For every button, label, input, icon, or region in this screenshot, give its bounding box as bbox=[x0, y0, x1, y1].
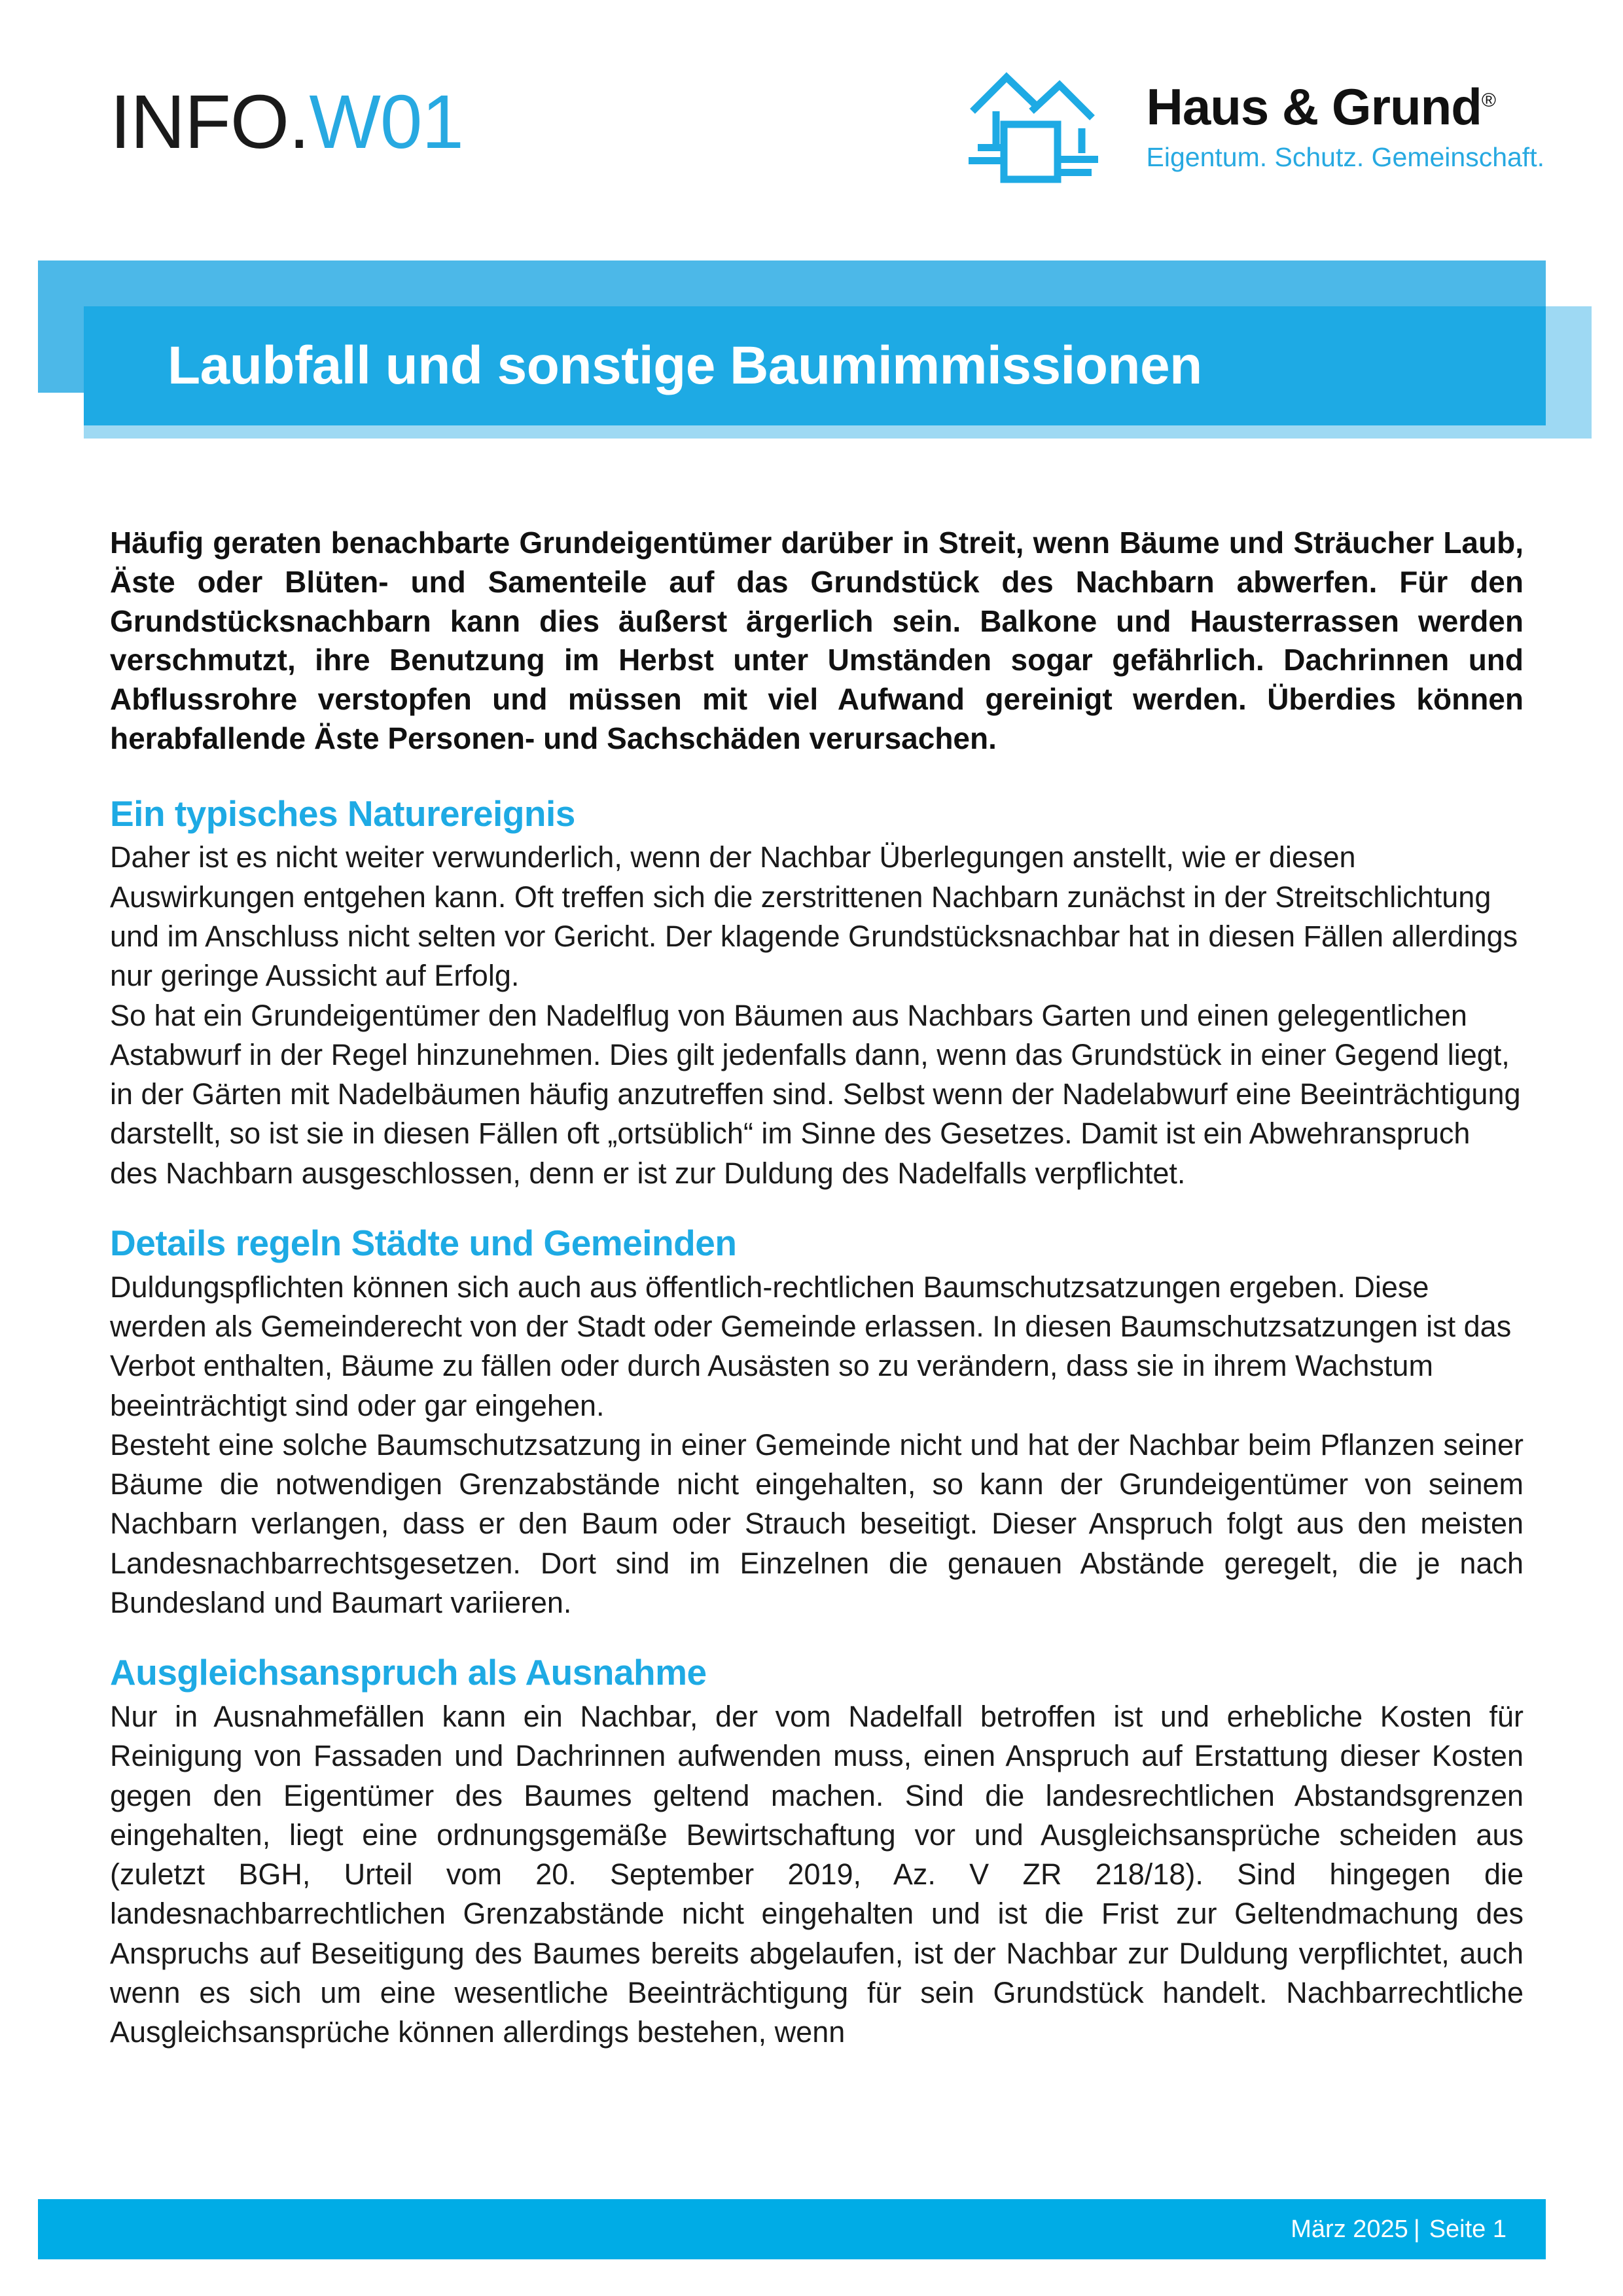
document-code-prefix: INFO. bbox=[110, 79, 310, 164]
section-paragraph: Daher ist es nicht weiter verwunderlich, wenn der Nachbar Überlegungen anstellt, wie er diesen Auswirkungen entgehen kann. Oft treffen sich die zerstrittenen Nachbarn zunächst in der Streitschlichtung und im Anschluss nicht selten vor Gericht. Der klagende Grundstücksnachbar hat in diesen Fällen allerdings nur geringe Aussicht auf Erfolg. bbox=[110, 840, 1518, 993]
footer-separator: | bbox=[1413, 2215, 1420, 2243]
section-paragraph: So hat ein Grundeigentümer den Nadelflug von Bäumen aus Nachbars Garten und einen gelegentlichen Astabwurf in der Regel hinzunehmen. Dies gilt jedenfalls dann, wenn das Grundstück in einer Gegend liegt, in der Gärten mit Nadelbäumen häufig anzutreffen sind. Selbst wenn der Nadelabwurf eine Beeinträchtigung darstellt, so ist sie in diesen Fällen oft „ortsüblich“ im Sinne des Gesetzes. Damit ist ein Abwehranspruch des Nachbarn ausgeschlossen, denn er ist zur Duldung des Nadelfalls verpflichtet. bbox=[110, 998, 1521, 1190]
brand-claim: Eigentum. Schutz. Gemeinschaft. bbox=[1146, 142, 1544, 172]
brand-name bbox=[1146, 78, 1544, 135]
lead-paragraph: Häufig geraten benachbarte Grundeigentümer darüber in Streit, wenn Bäume und Sträucher Laub, Äste oder Blüten- und Samenteile auf das Grundstück des Nachbarn abwerfen. Für den Grundstücksnachbarn kann dies äußerst ärgerlich sein. Balkone und Hausterrassen werden verschmutzt, ihre Benutzung im Herbst unter Umständen sogar gefährlich. Dachrinnen und Abflussrohre verstopfen und müssen mit viel Aufwand gereinigt werden. Überdies können herabfallende Äste Personen- und Sachschäden verursachen. bbox=[110, 526, 1524, 755]
section-ausgleichsanspruch bbox=[110, 1653, 1524, 2052]
brand-logo bbox=[966, 71, 1544, 188]
section-paragraph: Duldungspflichten können sich auch aus öffentlich-rechtlichen Baumschutzsatzungen ergeben. Diese werden als Gemeinderecht von der Stadt oder Gemeinde erlassen. In diesen Baumschutzsatzungen ist das Verbot enthalten, Bäume zu fällen oder durch Ausästen so zu verändern, dass sie in ihrem Wachstum beeinträchtigt sind oder gar eingehen. bbox=[110, 1270, 1512, 1422]
section-staedte-gemeinden bbox=[110, 1223, 1524, 1623]
section-paragraph: Nur in Ausnahmefällen kann ein Nachbar, der vom Nadelfall betroffen ist und erhebliche Kosten für Reinigung von Fassaden und Dachrinnen aufwenden muss, einen Anspruch auf Erstattung dieser Kosten gegen den Eigentümer des Baumes geltend machen. Sind die landesrechtlichen Abstandsgrenzen eingehalten, liegt eine ordnungsgemäße Bewirtschaftung vor und Ausgleichsansprüche scheiden aus (zuletzt BGH, Urteil vom 20. September 2019, Az. V ZR 218/18). Sind hingegen die landesnachbarrechtlichen Grenzabstände nicht eingehalten und ist die Frist zur Geltendmachung des Anspruchs auf Beseitigung des Baumes bereits abgelaufen, ist der Nachbar zur Duldung verpflichtet, auch wenn es sich um eine wesentliche Beeinträchtigung für sein Grundstück handelt. Nachbarrechtliche Ausgleichsansprüche können allerdings bestehen, wenn bbox=[110, 1699, 1524, 2049]
footer-meta bbox=[1291, 2199, 1507, 2259]
page-title: Laubfall und sonstige Baumimmissionen bbox=[168, 336, 1202, 395]
section-heading: Details regeln Städte und Gemeinden bbox=[110, 1223, 737, 1264]
section-paragraph: Besteht eine solche Baumschutzsatzung in einer Gemeinde nicht und hat der Nachbar beim Pflanzen seiner Bäume die notwendigen Grenzabstände nicht eingehalten, so kann der Grundeigentümer von seinem Nachbarn verlangen, dass er den Baum oder Strauch beseitigt. Dieser Anspruch folgt aus den meisten Landesnachbarrechtsgesetzen. Dort sind im Einzelnen die genauen Abstände geregelt, die je nach Bundesland und Baumart variieren. bbox=[110, 1427, 1524, 1620]
section-heading: Ausgleichsanspruch als Ausnahme bbox=[110, 1652, 707, 1693]
footer-date: März 2025 bbox=[1291, 2215, 1408, 2243]
page-footer bbox=[38, 2199, 1546, 2259]
footer-page-number: Seite 1 bbox=[1429, 2215, 1507, 2243]
haus-und-grund-house-logo-icon bbox=[966, 71, 1123, 188]
section-heading: Ein typisches Naturereignis bbox=[110, 793, 575, 834]
registered-trademark-icon: ® bbox=[1481, 90, 1496, 111]
brand-name-text: Haus & Grund bbox=[1146, 78, 1482, 135]
title-banner bbox=[0, 260, 1623, 457]
brand-text-block bbox=[1147, 71, 1544, 171]
document-code-suffix: W01 bbox=[309, 79, 463, 164]
article-content bbox=[110, 524, 1524, 2083]
page-header bbox=[0, 0, 1623, 249]
document-code bbox=[110, 79, 463, 164]
section-naturereignis bbox=[110, 794, 1524, 1193]
